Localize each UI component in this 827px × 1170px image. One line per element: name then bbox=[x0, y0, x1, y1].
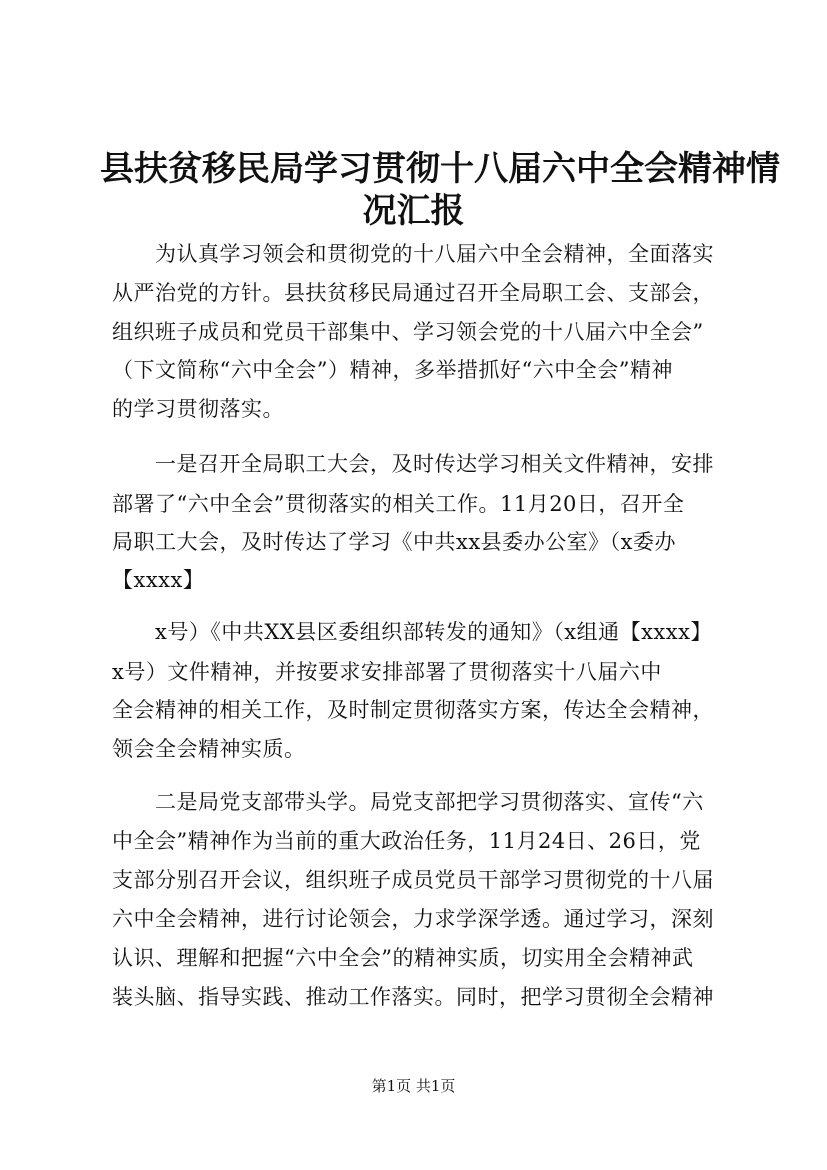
body-line: （下文简称“六中全会”）精神，多举措抓好“六中全会”精神 bbox=[112, 358, 673, 382]
body-line: 局职工大会，及时传达了学习《中共xx县委办公室》（x委办 bbox=[112, 530, 677, 554]
document-title-line-1: 县扶贫移民局学习贯彻十八届六中全会精神情 bbox=[100, 149, 780, 189]
body-line: 组织班子成员和党员干部集中、学习领会党的十八届六中全会” bbox=[112, 320, 704, 344]
body-line: 认识、理解和把握“六中全会”的精神实质，切实用全会精神武 bbox=[112, 946, 694, 970]
body-line: 【xxxx】 bbox=[112, 568, 205, 592]
body-line: 全会精神的相关工作，及时制定贯彻落实方案，传达全会精神， bbox=[112, 698, 714, 722]
page-footer: 第1页 共1页 bbox=[371, 1077, 456, 1095]
body-line: 一是召开全局职工大会，及时传达学习相关文件精神，安排 bbox=[112, 452, 714, 476]
body-line: x号）《中共XX县区委组织部转发的通知》（x组通【xxxx】 bbox=[112, 620, 712, 644]
body-line: 支部分别召开会议，组织班子成员党员干部学习贯彻党的十八届 bbox=[112, 868, 714, 892]
body-line: 二是局党支部带头学。局党支部把学习贯彻落实、宣传“六 bbox=[112, 790, 704, 814]
body-line: 装头脑、指导实践、推动工作落实。同时，把学习贯彻全会精神 bbox=[112, 985, 714, 1009]
body-line: 领会全会精神实质。 bbox=[112, 737, 306, 761]
body-line: 的学习贯彻落实。 bbox=[112, 397, 284, 421]
body-line: 部署了“六中全会”贯彻落实的相关工作。11月20日，召开全 bbox=[112, 492, 685, 516]
body-line: 从严治党的方针。县扶贫移民局通过召开全局职工会、支部会， bbox=[112, 281, 714, 305]
body-line: x号）文件精神，并按要求安排部署了贯彻落实十八届六中 bbox=[112, 660, 662, 684]
document-title-line-2: 况汇报 bbox=[362, 191, 465, 231]
body-line: 六中全会精神，进行讨论领会，力求学深学透。通过学习，深刻 bbox=[112, 907, 714, 931]
body-line: 为认真学习领会和贯彻党的十八届六中全会精神，全面落实 bbox=[112, 242, 714, 266]
body-line: 中全会”精神作为当前的重大政治任务，11月24日、26日，党 bbox=[112, 829, 701, 853]
